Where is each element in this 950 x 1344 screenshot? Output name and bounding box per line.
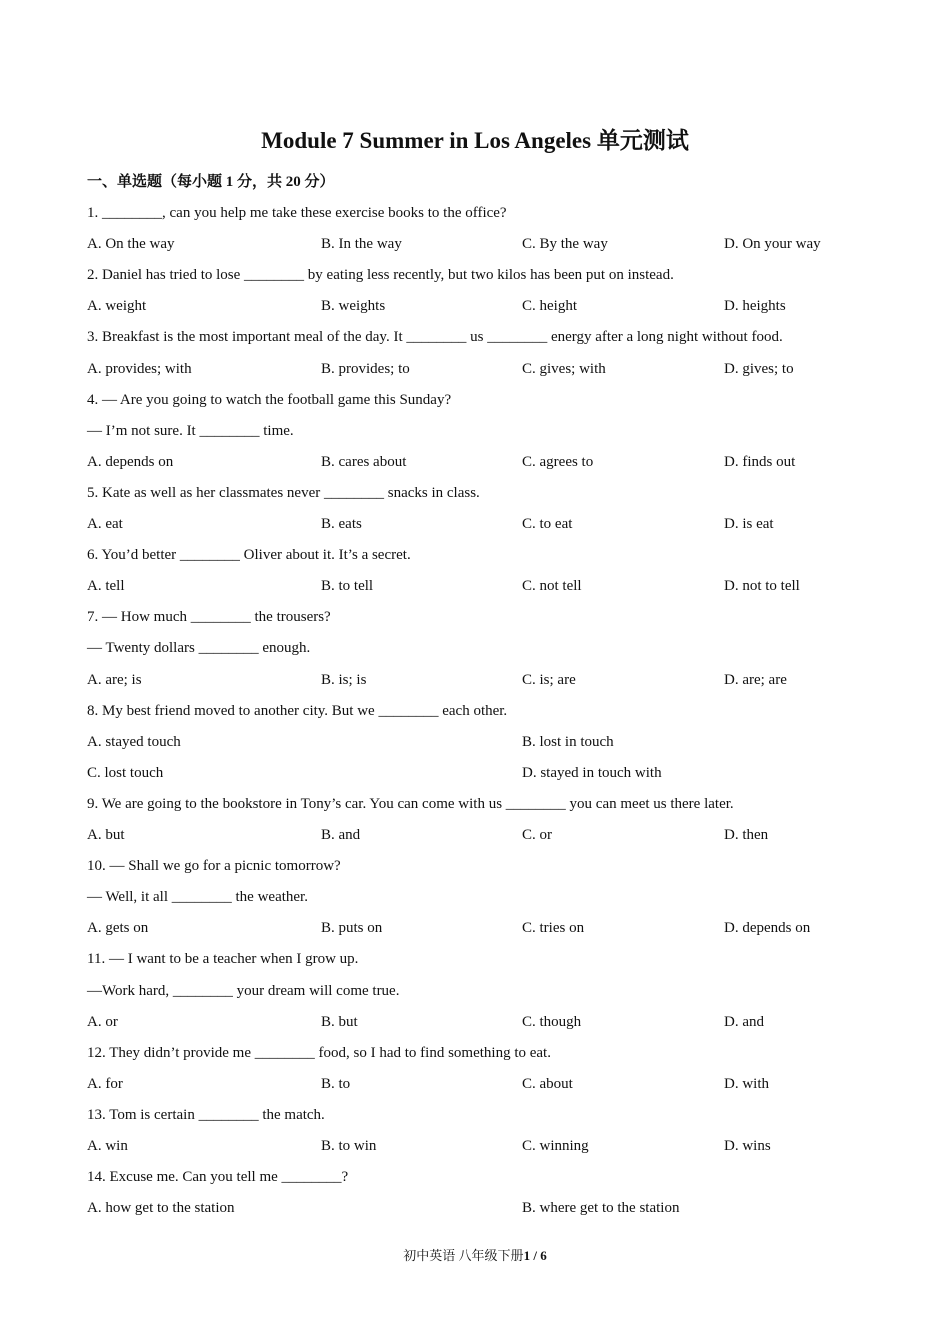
options-row	[0, 824, 950, 846]
options-row	[0, 513, 950, 535]
answer-option[interactable]: B. puts on	[321, 920, 383, 937]
options-row	[0, 451, 950, 473]
answer-option[interactable]: B. lost in touch	[522, 733, 614, 750]
question-stem: 3. Breakfast is the most important meal of the day. It ________ us ________ energy after a long night without food.	[87, 329, 783, 346]
answer-option[interactable]: B. to win	[321, 1138, 377, 1154]
options-row	[0, 669, 950, 691]
answer-option[interactable]: D. not to tell	[724, 578, 800, 595]
footer-page: 1	[523, 1248, 531, 1263]
question-stem: 7. — How much ________ the trousers?	[87, 609, 331, 626]
options-row	[0, 762, 950, 784]
question-stem: 1. ________, can you help me take these exercise books to the office?	[87, 205, 507, 221]
page-title: Module 7 Summer in Los Angeles 单元测试	[261, 128, 689, 153]
answer-option[interactable]: A. win	[87, 1138, 128, 1154]
options-row	[0, 295, 950, 317]
answer-option[interactable]: A. are; is	[87, 671, 142, 688]
dialogue-line: — Twenty dollars ________ enough.	[87, 640, 311, 657]
question-stem: 9. We are going to the bookstore in Tony’s car. You can come with us ________ you can meet us there later.	[87, 795, 734, 812]
options-row	[0, 1011, 950, 1033]
section-heading: 一、单选题（每小题 1 分，共 20 分）	[87, 174, 335, 190]
answer-option[interactable]: C. to eat	[522, 516, 573, 532]
answer-option[interactable]: C. gives; with	[522, 360, 606, 377]
dialogue-line: —Work hard, ________ your dream will come true.	[87, 982, 400, 999]
answer-option[interactable]: D. are; are	[724, 671, 787, 688]
question-stem: 5. Kate as well as her classmates never ________ snacks in class.	[87, 484, 480, 501]
answer-option[interactable]: A. depends on	[87, 453, 174, 470]
answer-option[interactable]: A. stayed touch	[87, 733, 181, 750]
answer-option[interactable]: C. winning	[522, 1138, 589, 1154]
answer-option[interactable]: D. stayed in touch with	[522, 764, 662, 781]
dialogue-line: — Well, it all ________ the weather.	[87, 889, 308, 906]
answer-option[interactable]: C. or	[522, 827, 552, 843]
answer-option[interactable]: C. height	[522, 298, 577, 315]
answer-option[interactable]: B. is; is	[321, 671, 367, 688]
answer-option[interactable]: D. On your way	[724, 236, 821, 253]
answer-option[interactable]: C. agrees to	[522, 453, 594, 470]
answer-option[interactable]: A. gets on	[87, 920, 149, 937]
answer-option[interactable]: D. heights	[724, 298, 786, 315]
answer-option[interactable]: A. On the way	[87, 236, 175, 253]
answer-option[interactable]: C. though	[522, 1013, 582, 1030]
options-row	[0, 1135, 950, 1157]
question-stem: 12. They didn’t provide me ________ food, so I had to find something to eat.	[87, 1044, 551, 1061]
footer-total: 6	[540, 1248, 547, 1263]
question-stem: 4. — Are you going to watch the football game this Sunday?	[87, 391, 452, 408]
answer-option[interactable]: C. is; are	[522, 671, 576, 688]
answer-option[interactable]: D. depends on	[724, 920, 811, 937]
question-stem: 14. Excuse me. Can you tell me ________?	[87, 1169, 349, 1186]
answer-option[interactable]: A. weight	[87, 298, 147, 315]
answer-option[interactable]: D. finds out	[724, 453, 796, 470]
options-row	[0, 1197, 950, 1219]
options-row	[0, 575, 950, 597]
answer-option[interactable]: B. but	[321, 1013, 358, 1030]
answer-option[interactable]: A. how get to the station	[87, 1200, 235, 1217]
answer-option[interactable]: D. then	[724, 827, 769, 843]
answer-option[interactable]: C. By the way	[522, 236, 608, 253]
options-row	[0, 233, 950, 255]
answer-option[interactable]: A. but	[87, 827, 125, 843]
answer-option[interactable]: A. eat	[87, 516, 123, 532]
answer-option[interactable]: B. to	[321, 1075, 351, 1092]
answer-option[interactable]: A. for	[87, 1075, 123, 1092]
page-footer	[0, 1246, 950, 1266]
answer-option[interactable]: B. eats	[321, 516, 362, 532]
options-row	[0, 358, 950, 380]
question-stem: 13. Tom is certain ________ the match.	[87, 1106, 325, 1123]
answer-option[interactable]: B. to tell	[321, 578, 374, 595]
answer-option[interactable]: C. not tell	[522, 578, 582, 595]
answer-option[interactable]: C. lost touch	[87, 764, 164, 781]
answer-option[interactable]: B. provides; to	[321, 360, 410, 377]
options-row	[0, 731, 950, 753]
answer-option[interactable]: C. tries on	[522, 920, 585, 937]
dialogue-line: — I’m not sure. It ________ time.	[87, 422, 294, 439]
question-stem: 6. You’d better ________ Oliver about it. It’s a secret.	[87, 547, 411, 564]
answer-option[interactable]: D. with	[724, 1075, 769, 1092]
answer-option[interactable]: B. where get to the station	[522, 1200, 680, 1217]
answer-option[interactable]: D. wins	[724, 1138, 771, 1154]
options-row	[0, 1073, 950, 1095]
question-stem: 11. — I want to be a teacher when I grow up.	[87, 951, 359, 968]
footer-separator: /	[530, 1248, 541, 1263]
question-stem: 2. Daniel has tried to lose ________ by eating less recently, but two kilos has been put on instead.	[87, 267, 674, 284]
answer-option[interactable]: B. weights	[321, 298, 386, 315]
question-stem: 8. My best friend moved to another city. But we ________ each other.	[87, 702, 508, 719]
answer-option[interactable]: A. or	[87, 1013, 118, 1030]
answer-option[interactable]: B. In the way	[321, 236, 402, 253]
answer-option[interactable]: D. gives; to	[724, 360, 794, 377]
answer-option[interactable]: B. and	[321, 827, 361, 843]
answer-option[interactable]: B. cares about	[321, 453, 407, 470]
answer-option[interactable]: D. is eat	[724, 516, 774, 532]
answer-option[interactable]: D. and	[724, 1013, 764, 1030]
answer-option[interactable]: A. tell	[87, 578, 125, 595]
question-stem: 10. — Shall we go for a picnic tomorrow?	[87, 858, 341, 875]
footer-course: 初中英语 八年级下册	[403, 1248, 524, 1263]
answer-option[interactable]: C. about	[522, 1075, 573, 1092]
answer-option[interactable]: A. provides; with	[87, 360, 192, 377]
options-row	[0, 917, 950, 939]
